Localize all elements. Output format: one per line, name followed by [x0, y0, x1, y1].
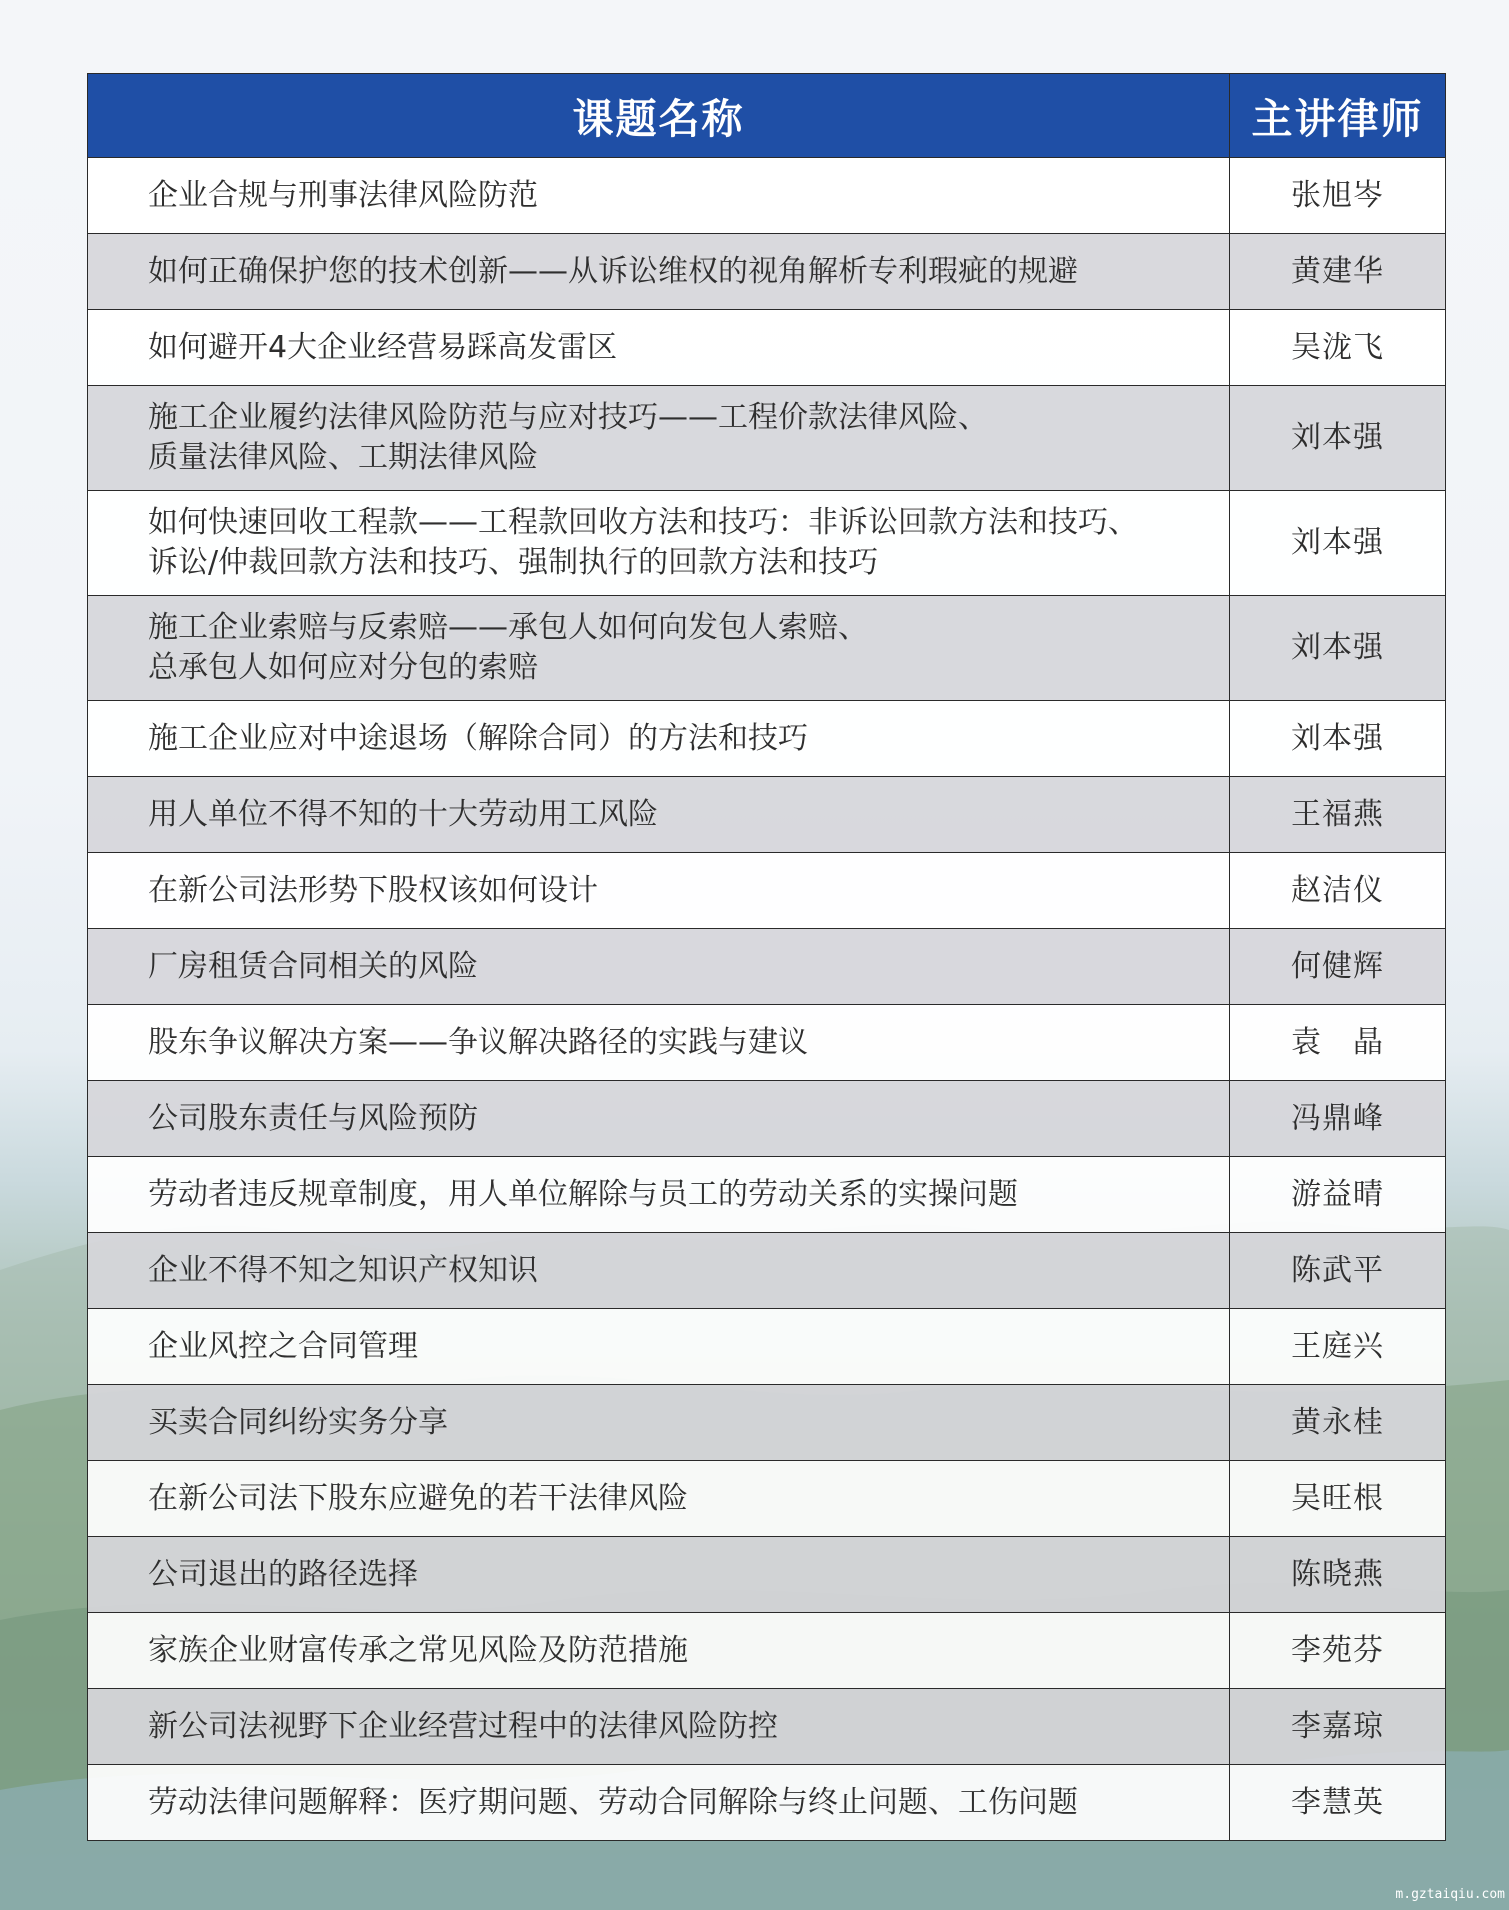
lecturer-name-cell: 赵洁仪: [1230, 853, 1446, 929]
table-body: [88, 158, 1446, 1841]
table-row: [88, 158, 1446, 234]
course-table: [87, 73, 1446, 1841]
course-topic-line: 公司退出的路径选择: [148, 1556, 418, 1592]
course-topic-line: 施工企业履约法律风险防范与应对技巧——工程价款法律风险、: [148, 400, 988, 435]
course-topic-cell: [88, 1157, 1230, 1233]
course-topic-cell: [88, 596, 1230, 701]
course-table-container: [87, 73, 1445, 1841]
course-topic-cell: [88, 310, 1230, 386]
course-topic-cell: [88, 1081, 1230, 1157]
course-topic-line: 在新公司法下股东应避免的若干法律风险: [148, 1480, 688, 1516]
course-topic-cell: [88, 701, 1230, 777]
course-topic-line: 企业合规与刑事法律风险防范: [148, 177, 538, 213]
course-topic-line: 如何正确保护您的技术创新——从诉讼维权的视角解析专利瑕疵的规避: [148, 253, 1078, 289]
lecturer-name-cell: 黄永桂: [1230, 1385, 1446, 1461]
lecturer-name-cell: 何健辉: [1230, 929, 1446, 1005]
table-row: [88, 1309, 1446, 1385]
course-topic-cell: [88, 1385, 1230, 1461]
lecturer-name-cell: 刘本强: [1230, 491, 1446, 596]
table-row: [88, 1385, 1446, 1461]
course-topic-cell: [88, 1309, 1230, 1385]
course-topic-line: 新公司法视野下企业经营过程中的法律风险防控: [148, 1708, 778, 1744]
lecturer-name-cell: 张旭岑: [1230, 158, 1446, 234]
lecturer-name-cell: 陈武平: [1230, 1233, 1446, 1309]
lecturer-column-header: 主讲律师: [1230, 74, 1446, 158]
lecturer-name-cell: 刘本强: [1230, 386, 1446, 491]
course-topic-line: 如何避开4大企业经营易踩高发雷区: [148, 329, 618, 365]
course-topic-cell: [88, 1613, 1230, 1689]
lecturer-name-cell: 王福燕: [1230, 777, 1446, 853]
lecturer-name-cell: 吴泷飞: [1230, 310, 1446, 386]
lecturer-name-cell: 黄建华: [1230, 234, 1446, 310]
lecturer-name-cell: 袁 晶: [1230, 1005, 1446, 1081]
table-row: [88, 596, 1446, 701]
course-topic-cell: [88, 777, 1230, 853]
table-row: [88, 1157, 1446, 1233]
table-row: [88, 1765, 1446, 1841]
table-row: [88, 491, 1446, 596]
table-row: [88, 1537, 1446, 1613]
course-topic-line: 厂房租赁合同相关的风险: [148, 948, 478, 984]
course-topic-cell: [88, 386, 1230, 491]
course-topic-line: 质量法律风险、工期法律风险: [148, 440, 538, 475]
table-row: [88, 1461, 1446, 1537]
course-topic-line: 如何快速回收工程款——工程款回收方法和技巧：非诉讼回款方法和技巧、: [148, 505, 1138, 540]
table-row: [88, 386, 1446, 491]
course-topic-line: 企业风控之合同管理: [148, 1328, 418, 1364]
lecturer-name-cell: 刘本强: [1230, 596, 1446, 701]
course-topic-cell: [88, 1689, 1230, 1765]
lecturer-name-cell: 李嘉琼: [1230, 1689, 1446, 1765]
lecturer-name-cell: 李慧英: [1230, 1765, 1446, 1841]
table-row: [88, 1613, 1446, 1689]
table-row: [88, 777, 1446, 853]
lecturer-name-cell: 吴旺根: [1230, 1461, 1446, 1537]
table-row: [88, 1081, 1446, 1157]
course-topic-line: 公司股东责任与风险预防: [148, 1100, 478, 1136]
course-topic-cell: [88, 1461, 1230, 1537]
table-row: [88, 1689, 1446, 1765]
course-topic-line: 总承包人如何应对分包的索赔: [148, 650, 538, 685]
table-row: [88, 701, 1446, 777]
course-topic-cell: [88, 234, 1230, 310]
course-topic-cell: [88, 158, 1230, 234]
table-header-row: [88, 74, 1446, 158]
table-row: [88, 310, 1446, 386]
course-topic-line: 买卖合同纠纷实务分享: [148, 1404, 448, 1440]
lecturer-name-cell: 冯鼎峰: [1230, 1081, 1446, 1157]
course-topic-line: 企业不得不知之知识产权知识: [148, 1252, 538, 1288]
course-topic-line: 劳动者违反规章制度，用人单位解除与员工的劳动关系的实操问题: [148, 1176, 1018, 1212]
course-topic-line: 诉讼/仲裁回款方法和技巧、强制执行的回款方法和技巧: [148, 545, 879, 580]
table-row: [88, 234, 1446, 310]
course-topic-cell: [88, 1233, 1230, 1309]
course-topic-cell: [88, 1765, 1230, 1841]
watermark: m.gztaiqiu.com: [1395, 1887, 1505, 1902]
lecturer-name-cell: 刘本强: [1230, 701, 1446, 777]
table-row: [88, 1233, 1446, 1309]
table-row: [88, 1005, 1446, 1081]
lecturer-name-cell: 游益晴: [1230, 1157, 1446, 1233]
course-topic-line: 股东争议解决方案——争议解决路径的实践与建议: [148, 1024, 808, 1060]
course-topic-cell: [88, 1537, 1230, 1613]
topic-column-header: 课题名称: [88, 74, 1230, 158]
course-topic-cell: [88, 1005, 1230, 1081]
table-row: [88, 929, 1446, 1005]
course-topic-cell: [88, 929, 1230, 1005]
course-topic-line: 施工企业应对中途退场（解除合同）的方法和技巧: [148, 720, 808, 756]
lecturer-name-cell: 李苑芬: [1230, 1613, 1446, 1689]
course-topic-line: 施工企业索赔与反索赔——承包人如何向发包人索赔、: [148, 610, 868, 645]
table-row: [88, 853, 1446, 929]
course-topic-line: 在新公司法形势下股权该如何设计: [148, 872, 598, 908]
lecturer-name-cell: 王庭兴: [1230, 1309, 1446, 1385]
course-topic-line: 用人单位不得不知的十大劳动用工风险: [148, 796, 658, 832]
course-topic-line: 家族企业财富传承之常见风险及防范措施: [148, 1632, 688, 1668]
course-topic-cell: [88, 853, 1230, 929]
lecturer-name-cell: 陈晓燕: [1230, 1537, 1446, 1613]
course-topic-line: 劳动法律问题解释：医疗期问题、劳动合同解除与终止问题、工伤问题: [148, 1784, 1078, 1820]
course-topic-cell: [88, 491, 1230, 596]
